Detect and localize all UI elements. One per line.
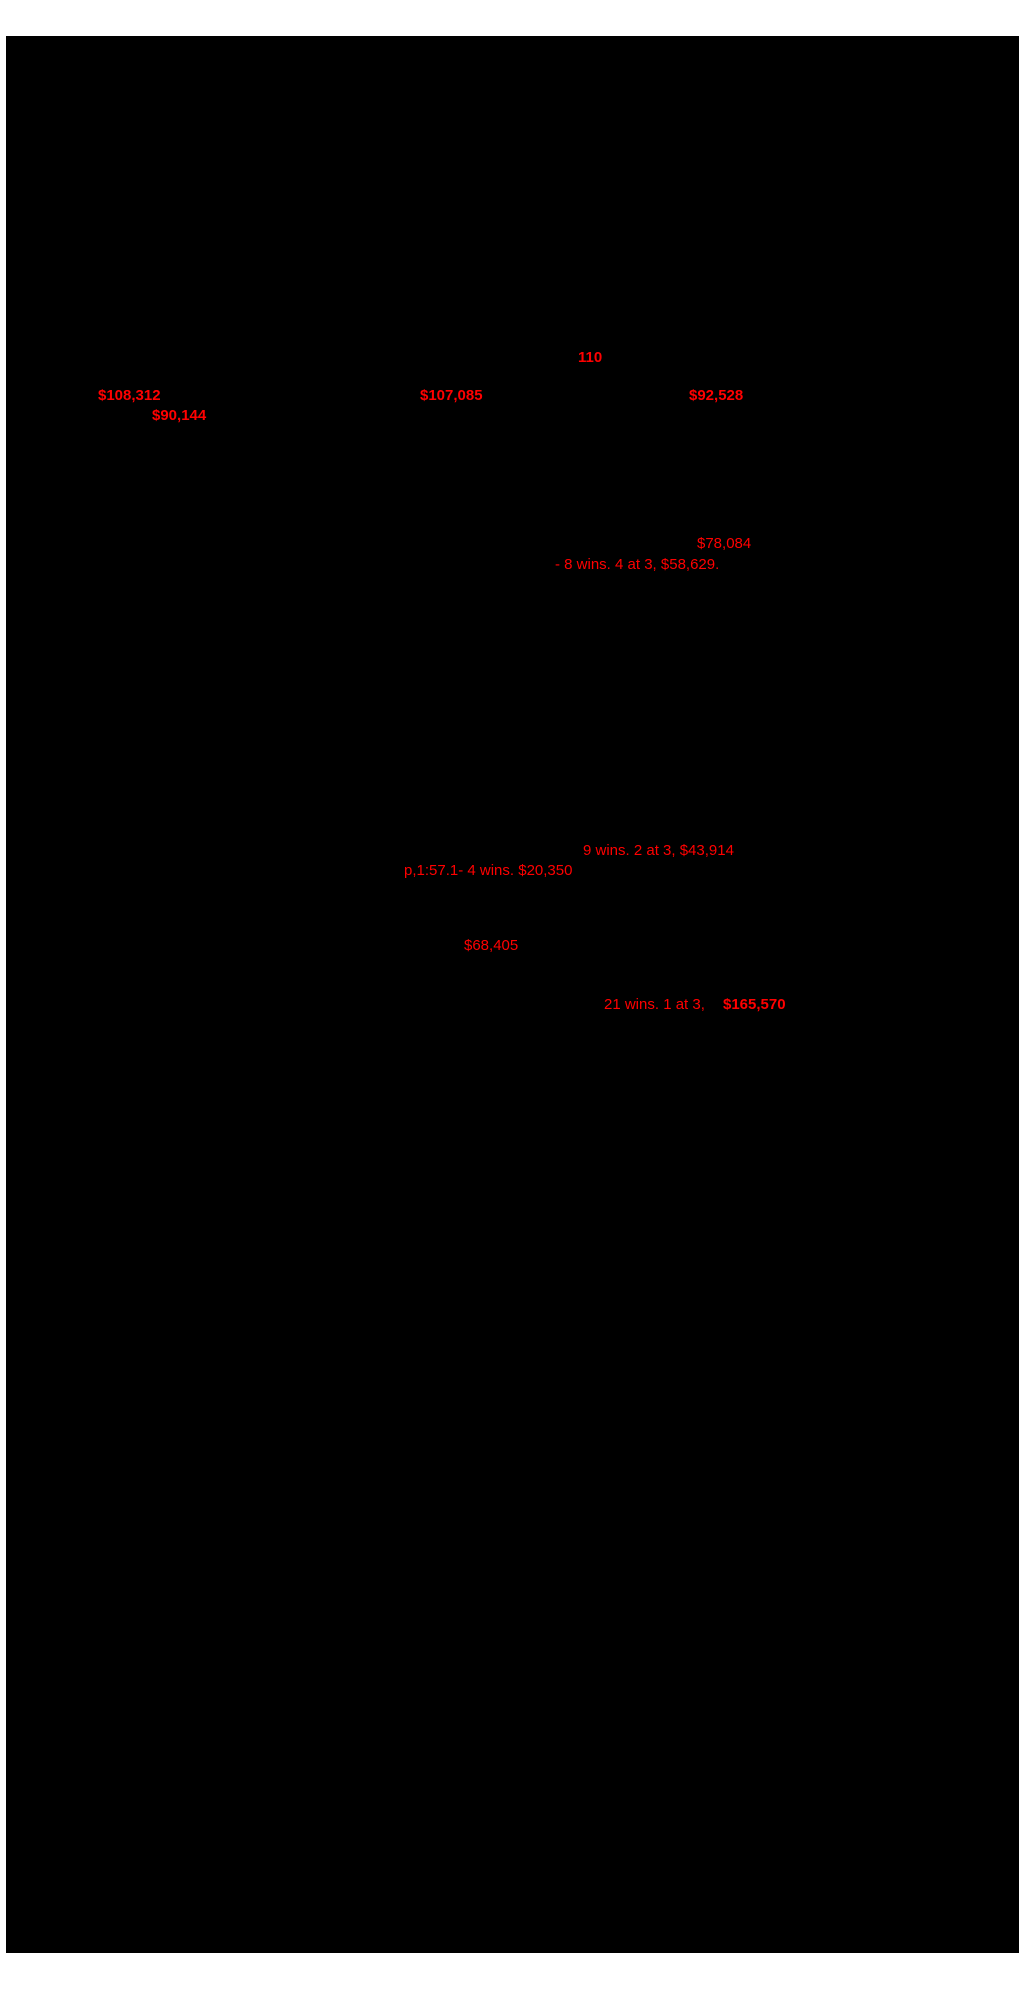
annotation-68405: $68,405	[464, 937, 519, 954]
annotation-p-157-4-wins: p,1:57.1- 4 wins. $20,350	[404, 862, 573, 879]
annotation-92528: $92,528	[689, 387, 744, 404]
annotation-108312: $108,312	[98, 387, 161, 404]
annotation-107085: $107,085	[420, 387, 483, 404]
annotation-78084: $78,084	[697, 535, 752, 552]
annotation-9-wins-2-at-3: 9 wins. 2 at 3, $43,914	[583, 842, 734, 859]
black-image-plate	[6, 36, 1019, 1953]
annotation-21-wins-1-at-3: 21 wins. 1 at 3,	[604, 996, 710, 1013]
annotation-165570: $165,570	[723, 996, 786, 1013]
annotation-90144: $90,144	[152, 407, 207, 424]
annotation-110: 110	[578, 349, 603, 366]
annotation-8-wins-4-at-3: - 8 wins. 4 at 3, $58,629.	[555, 556, 720, 573]
